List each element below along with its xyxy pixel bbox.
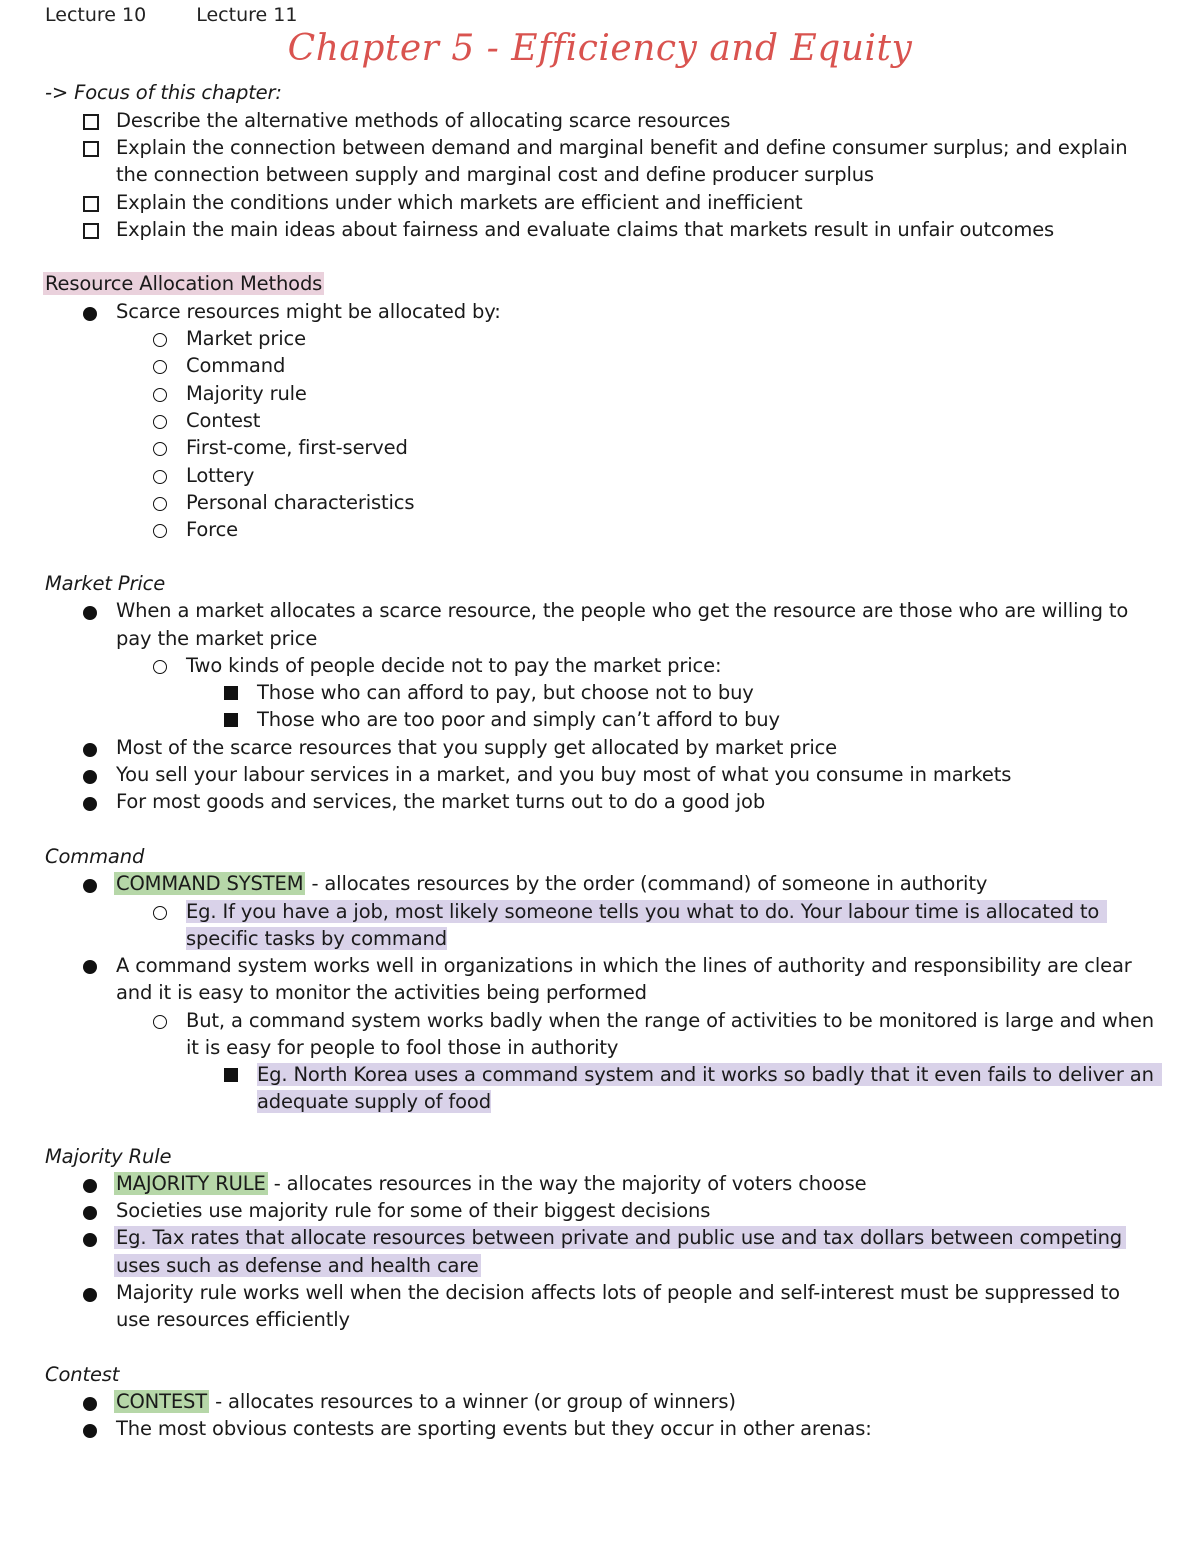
command-example-2-cont: adequate supply of food (257, 1090, 491, 1113)
contest-bullet-2: The most obvious contests are sporting events but they occur in other arenas: (116, 1417, 872, 1440)
focus-item-3: Explain the conditions under which markets are efficient and inefficient (116, 191, 803, 214)
majority-definition: - allocates resources in the way the majority of voters choose (267, 1172, 867, 1195)
majority-example-cont: uses such as defense and health care (116, 1254, 479, 1277)
circle-bullet-icon (153, 415, 167, 429)
market-heading: Market Price (45, 572, 166, 595)
bullet-icon (83, 1233, 97, 1247)
bullet-icon (83, 797, 97, 811)
circle-bullet-icon (153, 388, 167, 402)
majority-bullet-2: Societies use majority rule for some of their biggest decisions (116, 1199, 711, 1222)
majority-term: MAJORITY RULE (116, 1172, 266, 1195)
focus-item-2-cont: the connection between supply and marginal cost and define producer surplus (116, 163, 874, 186)
checkbox-icon[interactable] (83, 223, 99, 239)
majority-example: Eg. Tax rates that allocate resources between private and public use and tax dollars between competing (114, 1226, 1126, 1249)
market-bullet-3: You sell your labour services in a market, and you buy most of what you consume in markets (116, 763, 1012, 786)
circle-bullet-icon (153, 333, 167, 347)
method-item: Personal characteristics (186, 491, 415, 514)
majority-heading: Majority Rule (45, 1145, 172, 1168)
focus-heading: -> Focus of this chapter: (45, 81, 282, 104)
method-item: Force (186, 518, 239, 541)
resource-intro: Scarce resources might be allocated by: (116, 300, 501, 323)
bullet-icon (83, 307, 97, 321)
command-definition: - allocates resources by the order (command) of someone in authority (305, 872, 988, 895)
focus-item-4: Explain the main ideas about fairness and evaluate claims that markets result in unfair outcomes (116, 218, 1055, 241)
bullet-icon (83, 743, 97, 757)
majority-bullet-4: Majority rule works well when the decision affects lots of people and self-interest must be suppressed to (116, 1281, 1120, 1304)
market-sq-1: Those who can afford to pay, but choose not to buy (257, 681, 754, 704)
tab-lecture-11[interactable]: Lecture 11 (196, 4, 298, 26)
circle-bullet-icon (153, 497, 167, 511)
bullet-icon (83, 1179, 97, 1193)
command-bullet-2-cont: and it is easy to monitor the activities being performed (116, 981, 647, 1004)
market-sub: Two kinds of people decide not to pay the market price: (186, 654, 722, 677)
bullet-icon (83, 1397, 97, 1411)
tab-lecture-10[interactable]: Lecture 10 (45, 4, 147, 26)
majority-bullet-4-cont: use resources efficiently (116, 1308, 350, 1331)
method-item: First-come, first-served (186, 436, 408, 459)
circle-bullet-icon (153, 906, 167, 920)
contest-definition: - allocates resources to a winner (or group of winners) (209, 1390, 736, 1413)
circle-bullet-icon (153, 524, 167, 538)
lecture-tabs (45, 4, 341, 26)
market-bullet-1-cont: pay the market price (116, 627, 318, 650)
circle-bullet-icon (153, 660, 167, 674)
bullet-icon (83, 1288, 97, 1302)
page-title: Chapter 5 - Efficiency and Equity (287, 28, 913, 69)
market-bullet-1: When a market allocates a scarce resource, the people who get the resource are those who are willing to (116, 599, 1129, 622)
circle-bullet-icon (153, 470, 167, 484)
command-example-1: Eg. If you have a job, most likely someone tells you what to do. Your labour time is allocated to (186, 900, 1107, 923)
focus-item-1: Describe the alternative methods of allocating scarce resources (116, 109, 731, 132)
command-sub-2-cont: it is easy for people to fool those in authority (186, 1036, 619, 1059)
command-bullet-2: A command system works well in organizations in which the lines of authority and responsibility are clear (116, 954, 1132, 977)
square-bullet-icon (224, 686, 238, 700)
market-bullet-2: Most of the scarce resources that you supply get allocated by market price (116, 736, 838, 759)
bullet-icon (83, 1206, 97, 1220)
method-item: Market price (186, 327, 306, 350)
contest-heading: Contest (45, 1363, 120, 1386)
bullet-icon (83, 960, 97, 974)
command-example-2: Eg. North Korea uses a command system and it works so badly that it even fails to deliver an (257, 1063, 1162, 1086)
method-item: Command (186, 354, 286, 377)
checkbox-icon[interactable] (83, 196, 99, 212)
circle-bullet-icon (153, 442, 167, 456)
command-heading: Command (45, 845, 145, 868)
resource-heading: Resource Allocation Methods (45, 272, 323, 295)
bullet-icon (83, 770, 97, 784)
contest-term: CONTEST (116, 1390, 208, 1413)
circle-bullet-icon (153, 360, 167, 374)
bullet-icon (83, 879, 97, 893)
command-term: COMMAND SYSTEM (116, 872, 304, 895)
circle-bullet-icon (153, 1015, 167, 1029)
market-bullet-4: For most goods and services, the market turns out to do a good job (116, 790, 766, 813)
method-item: Lottery (186, 464, 255, 487)
bullet-icon (83, 606, 97, 620)
method-item: Majority rule (186, 382, 307, 405)
square-bullet-icon (224, 1068, 238, 1082)
focus-item-2: Explain the connection between demand and marginal benefit and define consumer surplus; and explain (116, 136, 1128, 159)
bullet-icon (83, 1424, 97, 1438)
checkbox-icon[interactable] (83, 114, 99, 130)
method-item: Contest (186, 409, 261, 432)
checkbox-icon[interactable] (83, 141, 99, 157)
market-sq-2: Those who are too poor and simply can’t afford to buy (257, 708, 780, 731)
command-example-1-cont: specific tasks by command (186, 927, 447, 950)
command-sub-2: But, a command system works badly when the range of activities to be monitored is large and when (186, 1009, 1154, 1032)
square-bullet-icon (224, 713, 238, 727)
